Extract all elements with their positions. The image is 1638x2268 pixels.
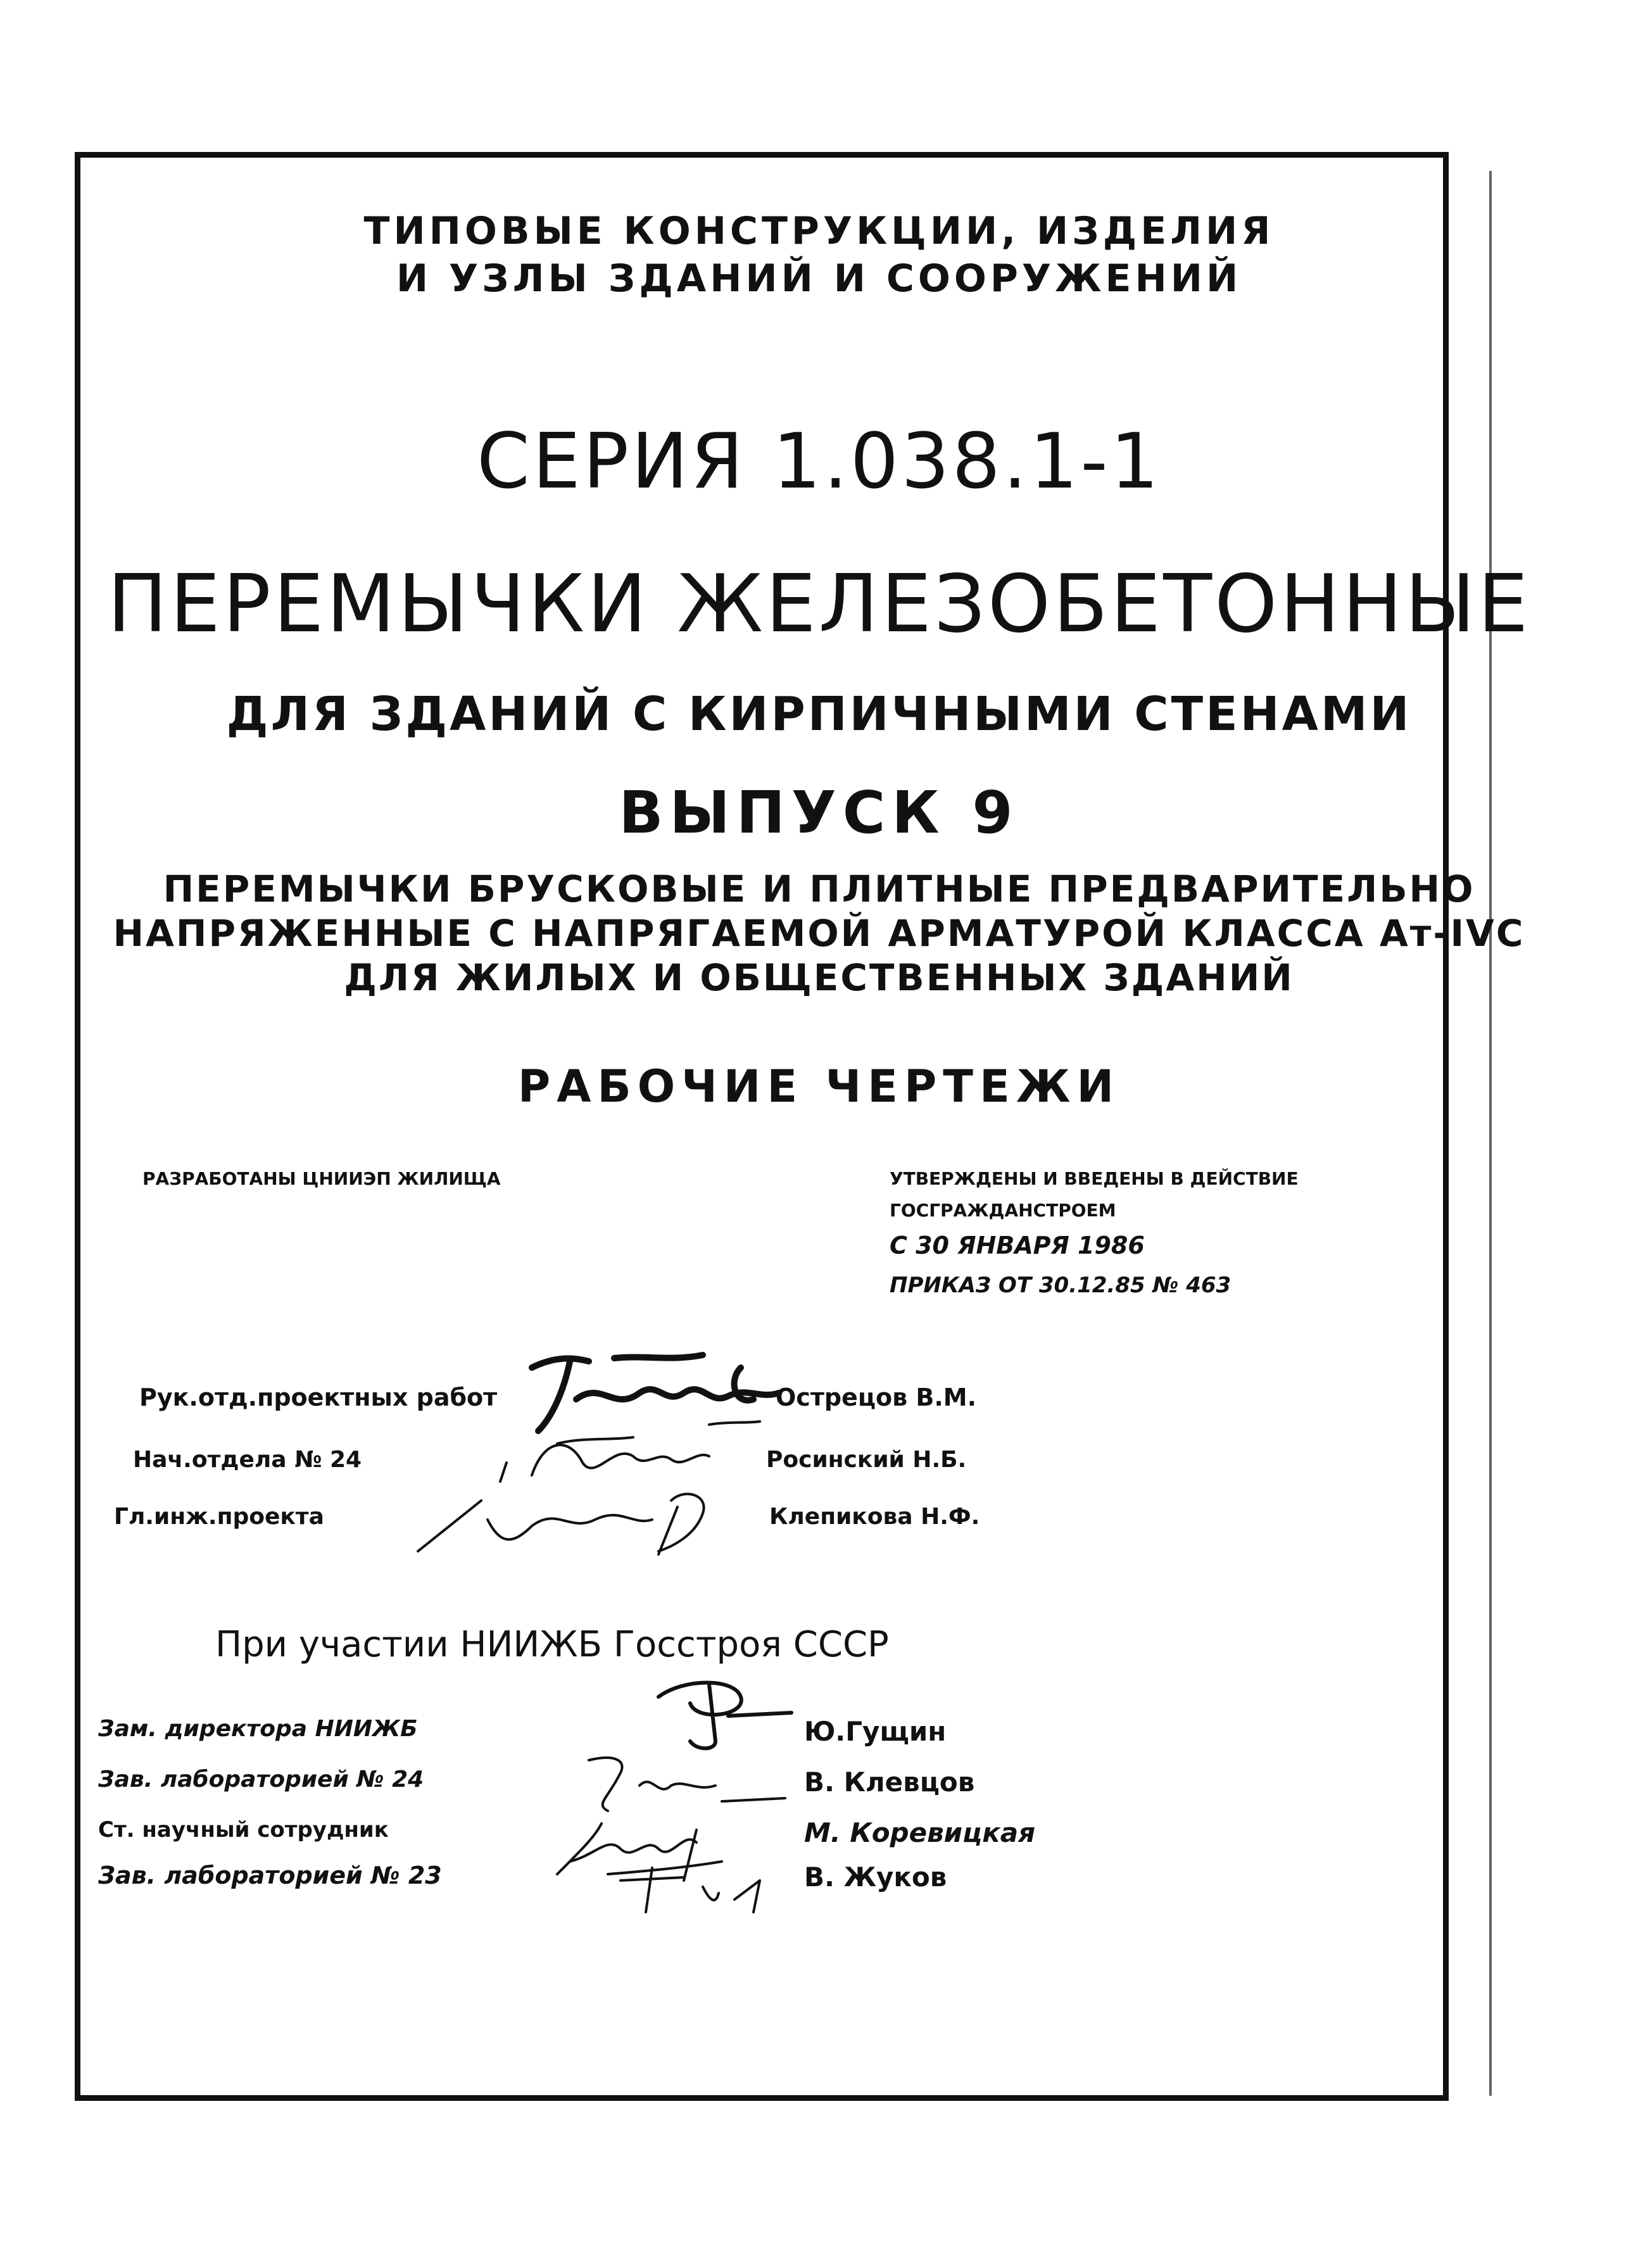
approval-line-2: ГОСГРАЖДАНСТРОЕМ (890, 1200, 1116, 1221)
niizhb-name-4: В. Жуков (804, 1862, 947, 1893)
niizhb-name-3: М. Коревицкая (804, 1817, 1036, 1848)
header-line-2: И УЗЛЫ ЗДАНИЙ И СООРУЖЕНИЙ (396, 256, 1242, 301)
staff-role-2: Нач.отдела № 24 (133, 1447, 362, 1473)
signature-zhukov (608, 1855, 798, 1925)
subtitle: ДЛЯ ЗДАНИЙ С КИРПИЧНЫМИ СТЕНАМИ (226, 687, 1412, 741)
approval-order: ПРИКАЗ ОТ 30.12.85 № 463 (890, 1273, 1232, 1298)
header-line-1: ТИПОВЫЕ КОНСТРУКЦИИ, ИЗДЕЛИЯ (363, 209, 1275, 253)
signature-klevtsov (570, 1748, 798, 1817)
niizhb-name-1: Ю.Гущин (804, 1716, 947, 1747)
participation-note: При участии НИИЖБ Госстроя СССР (215, 1624, 889, 1665)
signature-ostretsov (519, 1342, 785, 1437)
niizhb-role-3: Ст. научный сотрудник (98, 1817, 389, 1843)
staff-role-3: Гл.инж.проекта (114, 1504, 324, 1530)
staff-name-2: Росинский Н.Б. (766, 1447, 967, 1473)
description-line-1: ПЕРЕМЫЧКИ БРУСКОВЫЕ И ПЛИТНЫЕ ПРЕДВАРИТЕЛЬНО (163, 867, 1475, 910)
approval-date: С 30 ЯНВАРЯ 1986 (890, 1232, 1145, 1259)
developer-note: РАЗРАБОТАНЫ ЦНИИЭП ЖИЛИЩА (142, 1168, 501, 1189)
niizhb-role-1: Зам. директора НИИЖБ (98, 1716, 418, 1742)
document-type: РАБОЧИЕ ЧЕРТЕЖИ (517, 1061, 1121, 1112)
staff-name-3: Клепикова Н.Ф. (769, 1504, 980, 1530)
series-title: СЕРИЯ 1.038.1-1 (477, 418, 1161, 506)
niizhb-role-2: Зав. лабораторией № 24 (98, 1767, 424, 1792)
description-line-2: НАПРЯЖЕННЫЕ С НАПРЯГАЕМОЙ АРМАТУРОЙ КЛАССА Ат-IVС (113, 912, 1525, 955)
signature-gushchin (633, 1672, 798, 1754)
niizhb-role-4: Зав. лабораторией № 23 (98, 1862, 442, 1889)
approval-line-1: УТВЕРЖДЕНЫ И ВВЕДЕНЫ В ДЕЙСТВИЕ (890, 1168, 1299, 1189)
staff-name-1: Острецов В.М. (776, 1383, 977, 1411)
description-line-3: ДЛЯ ЖИЛЫХ И ОБЩЕСТВЕННЫХ ЗДАНИЙ (344, 956, 1294, 999)
niizhb-name-2: В. Клевцов (804, 1767, 975, 1798)
issue-number: ВЫПУСК 9 (619, 779, 1019, 847)
staff-role-1: Рук.отд.проектных работ (139, 1383, 498, 1411)
main-title: ПЕРЕМЫЧКИ ЖЕЛЕЗОБЕТОННЫЕ (107, 557, 1531, 650)
signature-klepikova (405, 1475, 760, 1558)
